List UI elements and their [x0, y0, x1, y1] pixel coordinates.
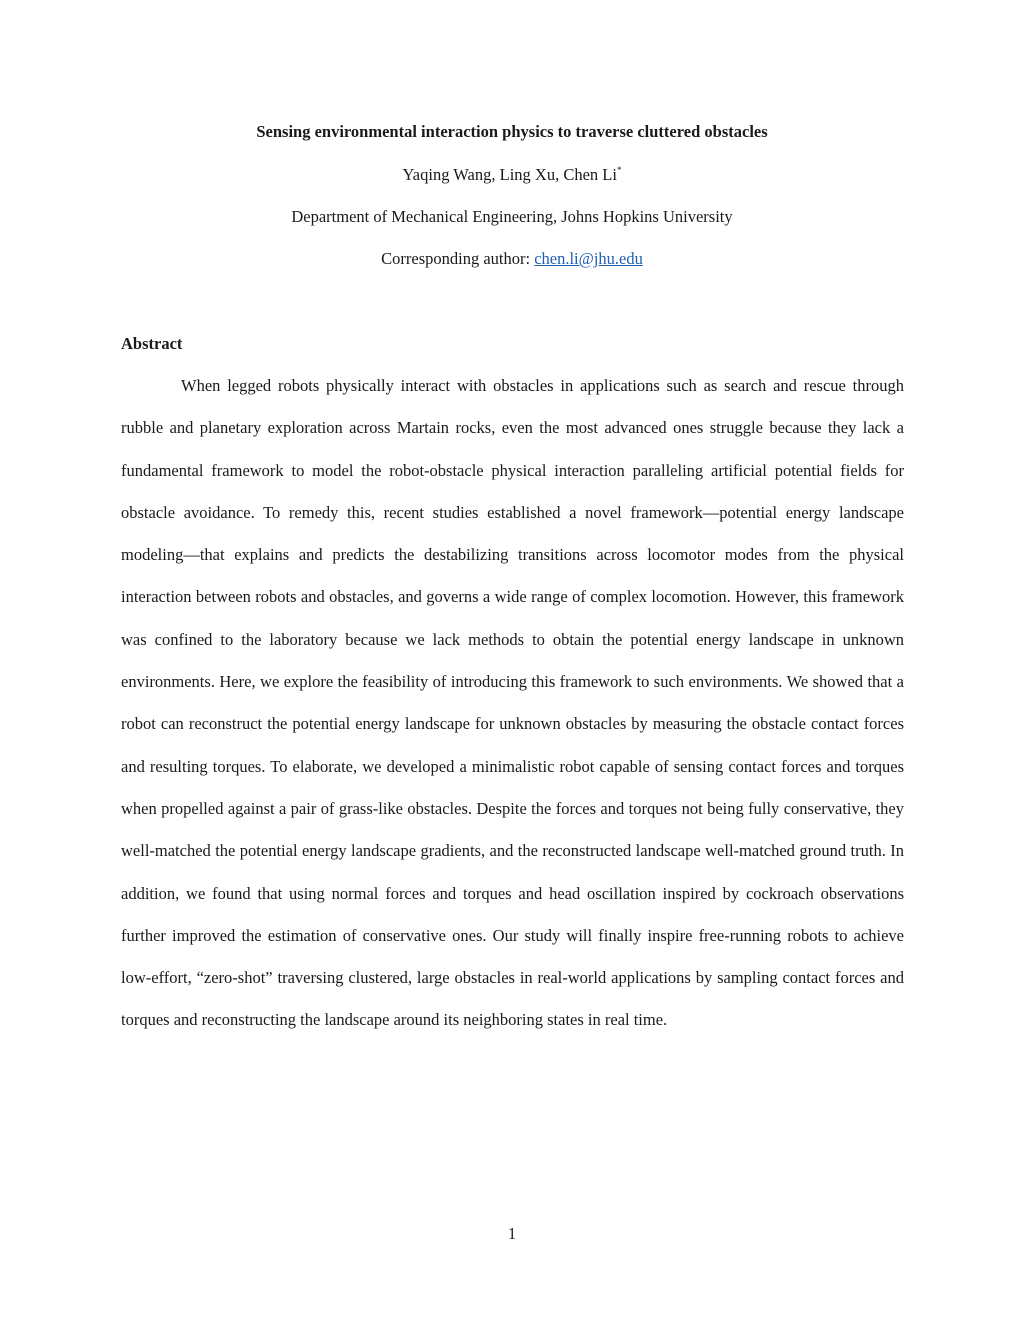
author-list — [0, 164, 1024, 186]
corresponding-email-link[interactable]: chen.li@jhu.edu — [534, 249, 643, 268]
page-number: 1 — [507, 1224, 517, 1243]
abstract-section — [121, 365, 904, 1042]
abstract-paragraph: When legged robots physically interact with obstacles in applications such as search and rescue through rubble and planetary exploration across Martain rocks, even the most advanced ones struggle because they lack a fundamental framework to model the robot-obstacle physical interaction paralleling artificial potential fields for obstacle avoidance. To remedy this, recent studies established a novel framework—potential energy landscape modeling—that explains and predicts the destabilizing transitions across locomotor modes from the physical interaction between robots and obstacles, and governs a wide range of complex locomotion. However, this framework was confined to the laboratory because we lack methods to obtain the potential energy landscape in unknown environments. Here, we explore the feasibility of introducing this framework to such environments. We showed that a robot can reconstruct the potential energy landscape for unknown obstacles by measuring the obstacle contact forces and resulting torques. To elaborate, we developed a minimalistic robot capable of sensing contact forces and torques when propelled against a pair of grass-like obstacles. Despite the forces and torques not being fully conservative, they well-matched the potential energy landscape gradients, and the reconstructed landscape well-matched ground truth. In addition, we found that using normal forces and torques and head oscillation inspired by cockroach observations further improved the estimation of conservative ones. Our study will finally inspire free-running robots to achieve low-effort, “zero-shot” traversing clustered, large obstacles in real-world applications by sampling contact forces and torques and reconstructing the landscape around its neighboring states in real time. — [121, 376, 904, 1030]
author-names: Yaqing Wang, Ling Xu, Chen Li — [402, 165, 617, 184]
abstract-heading: Abstract — [121, 334, 183, 353]
corresponding-author-mark: * — [616, 165, 622, 175]
corresponding-author-line — [0, 248, 1024, 270]
paper-title: Sensing environmental interaction physics to traverse cluttered obstacles — [256, 122, 768, 141]
corresponding-author-label: Corresponding author: — [381, 249, 535, 268]
affiliation: Department of Mechanical Engineering, Johns Hopkins University — [291, 207, 733, 226]
